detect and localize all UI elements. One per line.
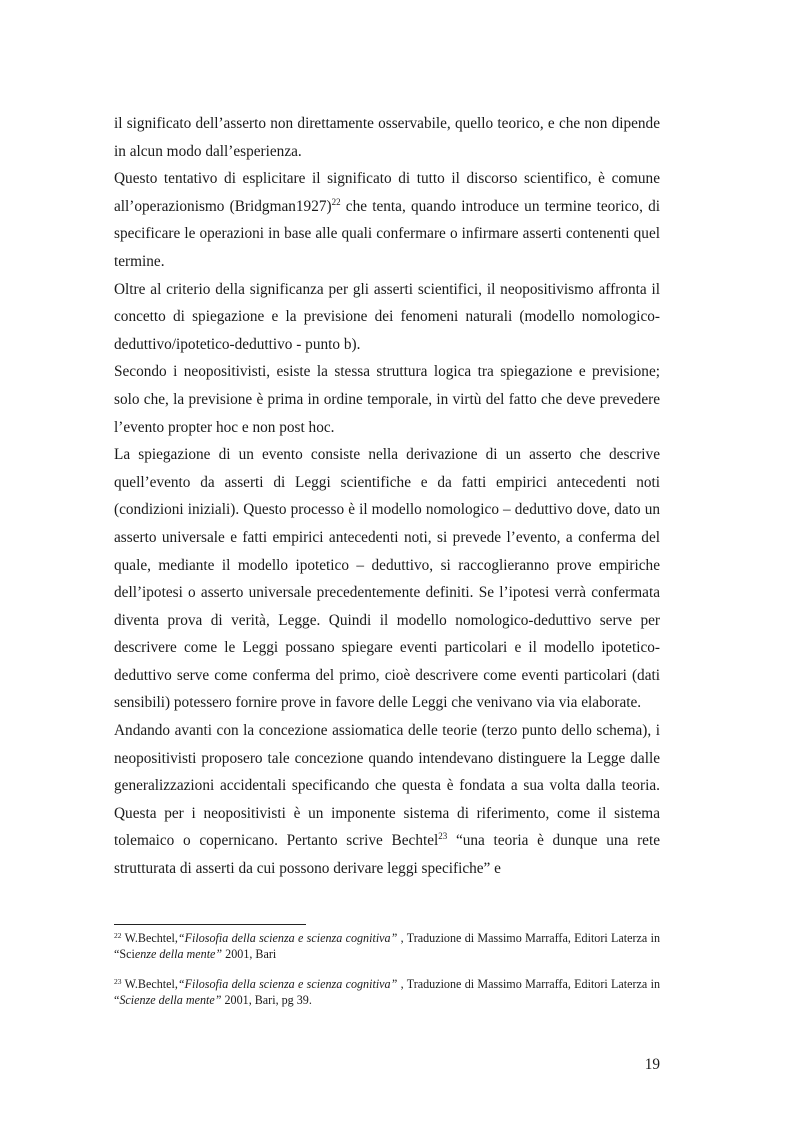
paragraph: La spiegazione di un evento consiste nella derivazione di un asserto che descrive quell’evento da asserti di Leggi scientifiche e da fatti empirici antecedenti noti (condizioni iniziali). Questo processo è il modello nomologico – deduttivo dove, dato un asserto universale e fatti empirici antecedenti noti, si prevede l’evento, a conferma del quale, mediante il modello ipotetico – deduttivo, si raccoglieranno prove empiriche dell’ipotesi o asserto universale precedentemente definiti. Se l’ipotesi verrà confermata diventa prova di verità, Legge. Quindi il modello nomologico-deduttivo serve per descrivere come le Leggi possano spiegare eventi particolari e il modello ipotetico-deduttivo serve come conferma del primo, cioè descrivere come eventi particolari (dati sensibili) potessero fornire prove in favore delle Leggi che venivano via via elaborate. <box>114 446 660 712</box>
footnote-text: , Traduzione di Massimo Marraffa, Editori Laterza in “Sci <box>114 931 661 961</box>
paragraph-text: Questo tentativo di esplicitare il significato di tutto il discorso scientifico, è comune all’operazionismo (Bridgman1927) <box>114 170 660 215</box>
footnote-title: “Filosofia della scienza e scienza cognitiva” <box>177 977 398 991</box>
paragraph <box>114 717 660 883</box>
footnote-reference[interactable]: 23 <box>438 831 448 842</box>
body-text <box>114 110 660 883</box>
footnotes <box>114 930 660 1022</box>
footnote-author: W.Bechtel, <box>121 931 178 945</box>
footnote-series: enze della mente” <box>134 947 223 961</box>
footnote-series: Scienze della mente” <box>119 993 222 1007</box>
footnote-number: 23 <box>114 977 122 986</box>
paragraph-text: Andando avanti con la concezione assiomatica delle teorie (terzo punto dello schema), i neopositivisti proposero tale concezione quando intendevano distinguere la Legge dalle generalizzazioni accidentali specificando che questa è fondata a sua volta dalla teoria. Questa per i neopositivisti è un imponente sistema di riferimento, come il sistema tolemaico o copernicano. Pertanto scrive Bechtel <box>114 722 660 850</box>
footnote-title: “Filosofia della scienza e scienza cognitiva” <box>177 931 398 945</box>
footnote-separator <box>114 924 306 925</box>
footnote-text: 2001, Bari <box>222 947 277 961</box>
footnote-text: , Traduzione di Massimo Marraffa, Editori Laterza in “ <box>114 977 661 1007</box>
paragraph-text: “una teoria è dunque una rete strutturata di asserti da cui possono derivare leggi specifiche” e <box>114 832 660 878</box>
paragraph: Secondo i neopositivisti, esiste la stessa struttura logica tra spiegazione e previsione; solo che, la previsione è prima in ordine temporale, in virtù del fatto che deve prevedere l’evento propter hoc e non post hoc. <box>114 363 660 436</box>
paragraph <box>114 165 660 275</box>
paragraph-text: che tenta, quando introduce un termine teorico, di specificare le operazioni in base alle quali confermare o infirmare asserti contenenti quel termine. <box>114 197 660 270</box>
footnote <box>114 976 660 1008</box>
footnote <box>114 930 660 962</box>
footnote-number: 22 <box>114 931 122 940</box>
footnote-text: 2001, Bari, pg 39. <box>221 993 312 1007</box>
footnote-reference[interactable]: 22 <box>331 196 341 207</box>
paragraph: il significato dell’asserto non direttamente osservabile, quello teorico, e che non dipende in alcun modo dall’esperienza. <box>114 115 660 160</box>
page-number: 19 <box>644 1056 660 1073</box>
footnote-author: W.Bechtel, <box>121 977 178 991</box>
paragraph: Oltre al criterio della significanza per gli asserti scientifici, il neopositivismo affronta il concetto di spiegazione e la previsione dei fenomeni naturali (modello nomologico-deduttivo/ipotetico-deduttivo - punto b). <box>114 280 660 353</box>
